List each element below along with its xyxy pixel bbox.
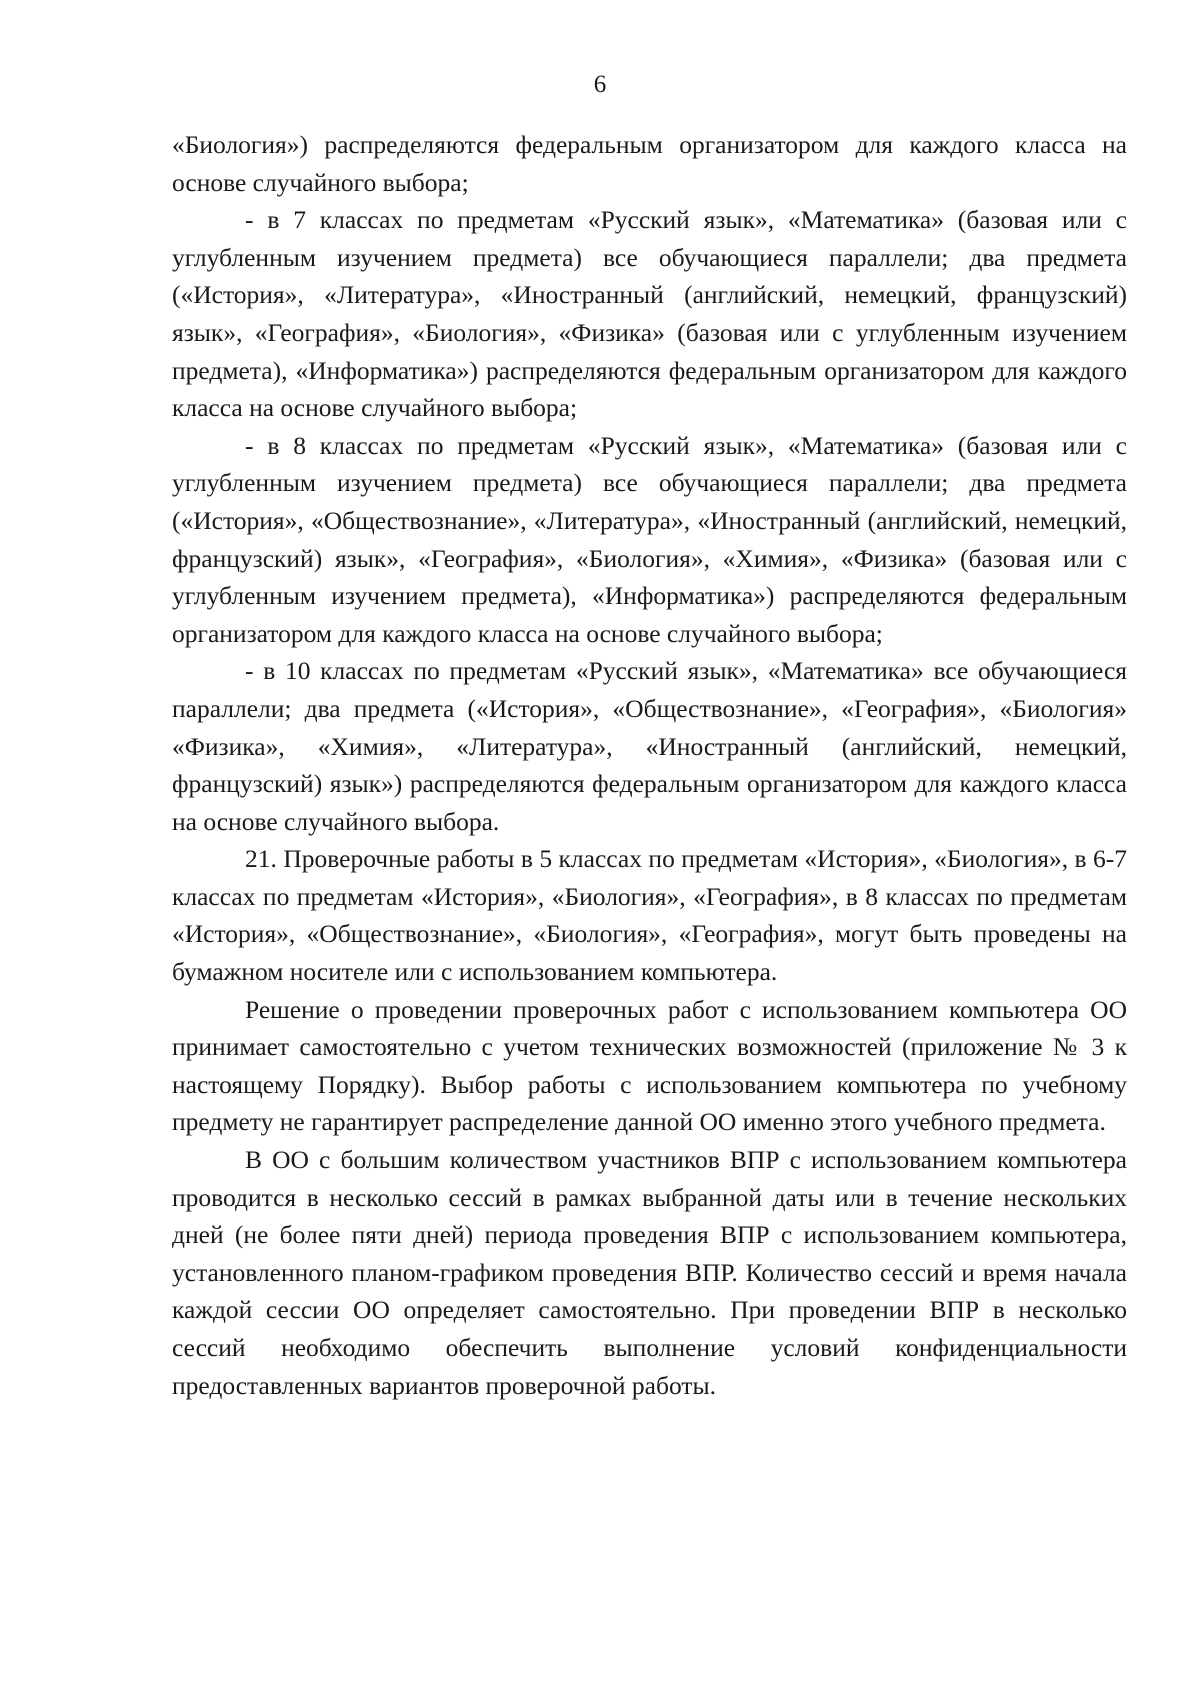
paragraph-sessions: В ОО с большим количеством участников ВПР с использованием компьютера проводится в несколько сессий в рамках выбранной даты или в течение нескольких дней (не более пяти дней) периода проведения ВПР с использованием компьютера, установленного планом-графиком проведения ВПР. Количество сессий и время начала каждой сессии ОО определяет самостоятельно. При проведении ВПР в несколько сессий необходимо обеспечить выполнение условий конфиденциальности предоставленных вариантов проверочной работы. — [172, 1145, 1127, 1400]
paragraph-computer-decision: Решение о проведении проверочных работ с использованием компьютера ОО принимает самостоятельно с учетом технических возможностей (приложение № 3 к настоящему Порядку). Выбор работы с использованием компьютера по учебному предмету не гарантирует распределение данной ОО именно этого учебного предмета. — [172, 994, 1127, 1137]
paragraph-item-21: 21. Проверочные работы в 5 классах по предметам «История», «Биология», в 6-7 классах по предметам «История», «Биология», «География», в 8 классах по предметам «История», «Обществознание», «Биология», «География», могут быть проведены на бумажном носителе или с использованием компьютера. — [172, 844, 1127, 987]
paragraph-grade-8: - в 8 классах по предметам «Русский язык», «Математика» (базовая или с углубленным изучением предмета) все обучающиеся параллели; два предмета («История», «Обществознание», «Литература», «Иностранный (английский, немецкий, французский) язык», «География», «Биология», «Химия», «Физика» (базовая или с углубленным изучением предмета), «Информатика») распределяются федеральным организатором для каждого класса на основе случайного выбора; — [172, 430, 1127, 648]
document-body — [172, 126, 1127, 1404]
paragraph-grade-7: - в 7 классах по предметам «Русский язык», «Математика» (базовая или с углубленным изучением предмета) все обучающиеся параллели; два предмета («История», «Литература», «Иностранный (английский, немецкий, французский) язык», «География», «Биология», «Физика» (базовая или с углубленным изучением предмета), «Информатика») распределяются федеральным организатором для каждого класса на основе случайного выбора; — [172, 205, 1127, 423]
paragraph-grade-10: - в 10 классах по предметам «Русский язык», «Математика» все обучающиеся параллели; два предмета («История», «Обществознание», «География», «Биология» «Физика», «Химия», «Литература», «Иностранный (английский, немецкий, французский) язык») распределяются федеральным организатором для каждого класса на основе случайного выбора. — [172, 656, 1127, 836]
page-number: 6 — [593, 71, 607, 98]
paragraph-continuation: «Биология») распределяются федеральным организатором для каждого класса на основе случайного выбора; — [172, 130, 1127, 197]
